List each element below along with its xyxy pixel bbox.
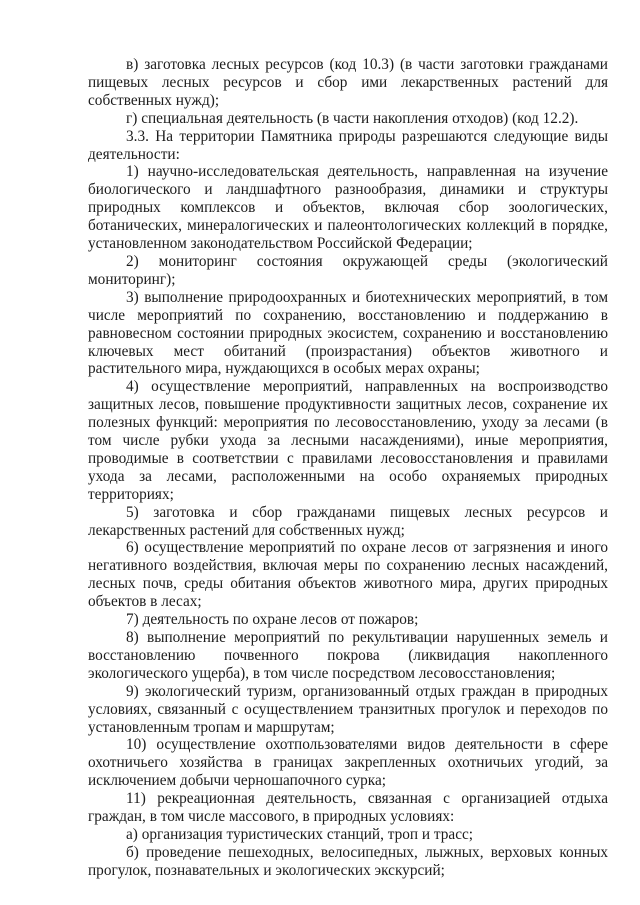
list-item-2: 2) мониторинг состояния окружающей среды (экологический мониторинг); xyxy=(88,252,608,288)
list-item-10: 10) осуществление охотпользователями видов деятельности в сфере охотничьего хозяйства в границах закрепленных охотничьих угодий, за исключением добычи черношапочного сурка; xyxy=(88,736,608,790)
list-item-5: 5) заготовка и сбор гражданами пищевых лесных ресурсов и лекарственных растений для собственных нужд; xyxy=(88,503,608,539)
list-item-6: 6) осуществление мероприятий по охране лесов от загрязнения и иного негативного воздействия, включая меры по сохранению лесных насаждений, лесных почв, среды обитания объектов животного мира, других природных объектов в лесах; xyxy=(88,539,608,611)
list-item-1: 1) научно-исследовательская деятельность, направленная на изучение биологического и ландшафтного разнообразия, динамики и структуры природных комплексов и объектов, включая сбор зоологических, ботанических, минералогических и палеонтологических коллекций в порядке, установленном законодательством Российской Федерации; xyxy=(88,163,608,253)
sub-item-a: а) организация туристических станций, троп и трасс; xyxy=(126,825,474,843)
document-page xyxy=(88,56,608,880)
sub-item-b: б) проведение пешеходных, велосипедных, лыжных, верховых конных прогулок, познавательных и экологических экскурсий; xyxy=(88,843,608,879)
paragraph-section-3-3: 3.3. На территории Памятника природы разрешаются следующие виды деятельности: xyxy=(88,127,608,163)
list-item-4: 4) осуществление мероприятий, направленных на воспроизводство защитных лесов, повышение продуктивности защитных лесов, сохранение их полезных функций: мероприятия по лесовосстановлению, уходу за лесами (в том числе рубки ухода за лесными насаждениями), иные мероприятия, проводимые в соответствии с правилами лесовосстановления и правилами ухода за лесами, расположенными на особо охраняемых природных территориях; xyxy=(88,378,608,503)
list-item-8: 8) выполнение мероприятий по рекультивации нарушенных земель и восстановлению почвенного покрова (ликвидация накопленного экологического ущерба), в том числе посредством лесовосстановления; xyxy=(88,629,608,682)
list-item-9: 9) экологический туризм, организованный отдых граждан в природных условиях, связанный с осуществлением транзитных прогулок и переходов по установленным тропам и маршрутам; xyxy=(88,682,608,736)
list-item-7: 7) деятельность по охране лесов от пожаров; xyxy=(126,611,419,629)
paragraph-item-g: г) специальная деятельность (в части накопления отходов) (код 12.2). xyxy=(126,109,579,127)
list-item-11: 11) рекреационная деятельность, связанная с организацией отдыха граждан, в том числе массового, в природных условиях: xyxy=(88,790,608,826)
list-item-3: 3) выполнение природоохранных и биотехнических мероприятий, в том числе мероприятий по сохранению, восстановлению и поддержанию в равновесном состоянии природных экосистем, сохранению и восстановлению ключевых мест обитаний (произрастания) объектов животного и растительного мира, нуждающихся в особых мерах охраны; xyxy=(88,288,608,378)
paragraph-item-v: в) заготовка лесных ресурсов (код 10.3) (в части заготовки гражданами пищевых лесных ресурсов и сбор ими лекарственных растений для собственных нужд); xyxy=(88,56,608,109)
